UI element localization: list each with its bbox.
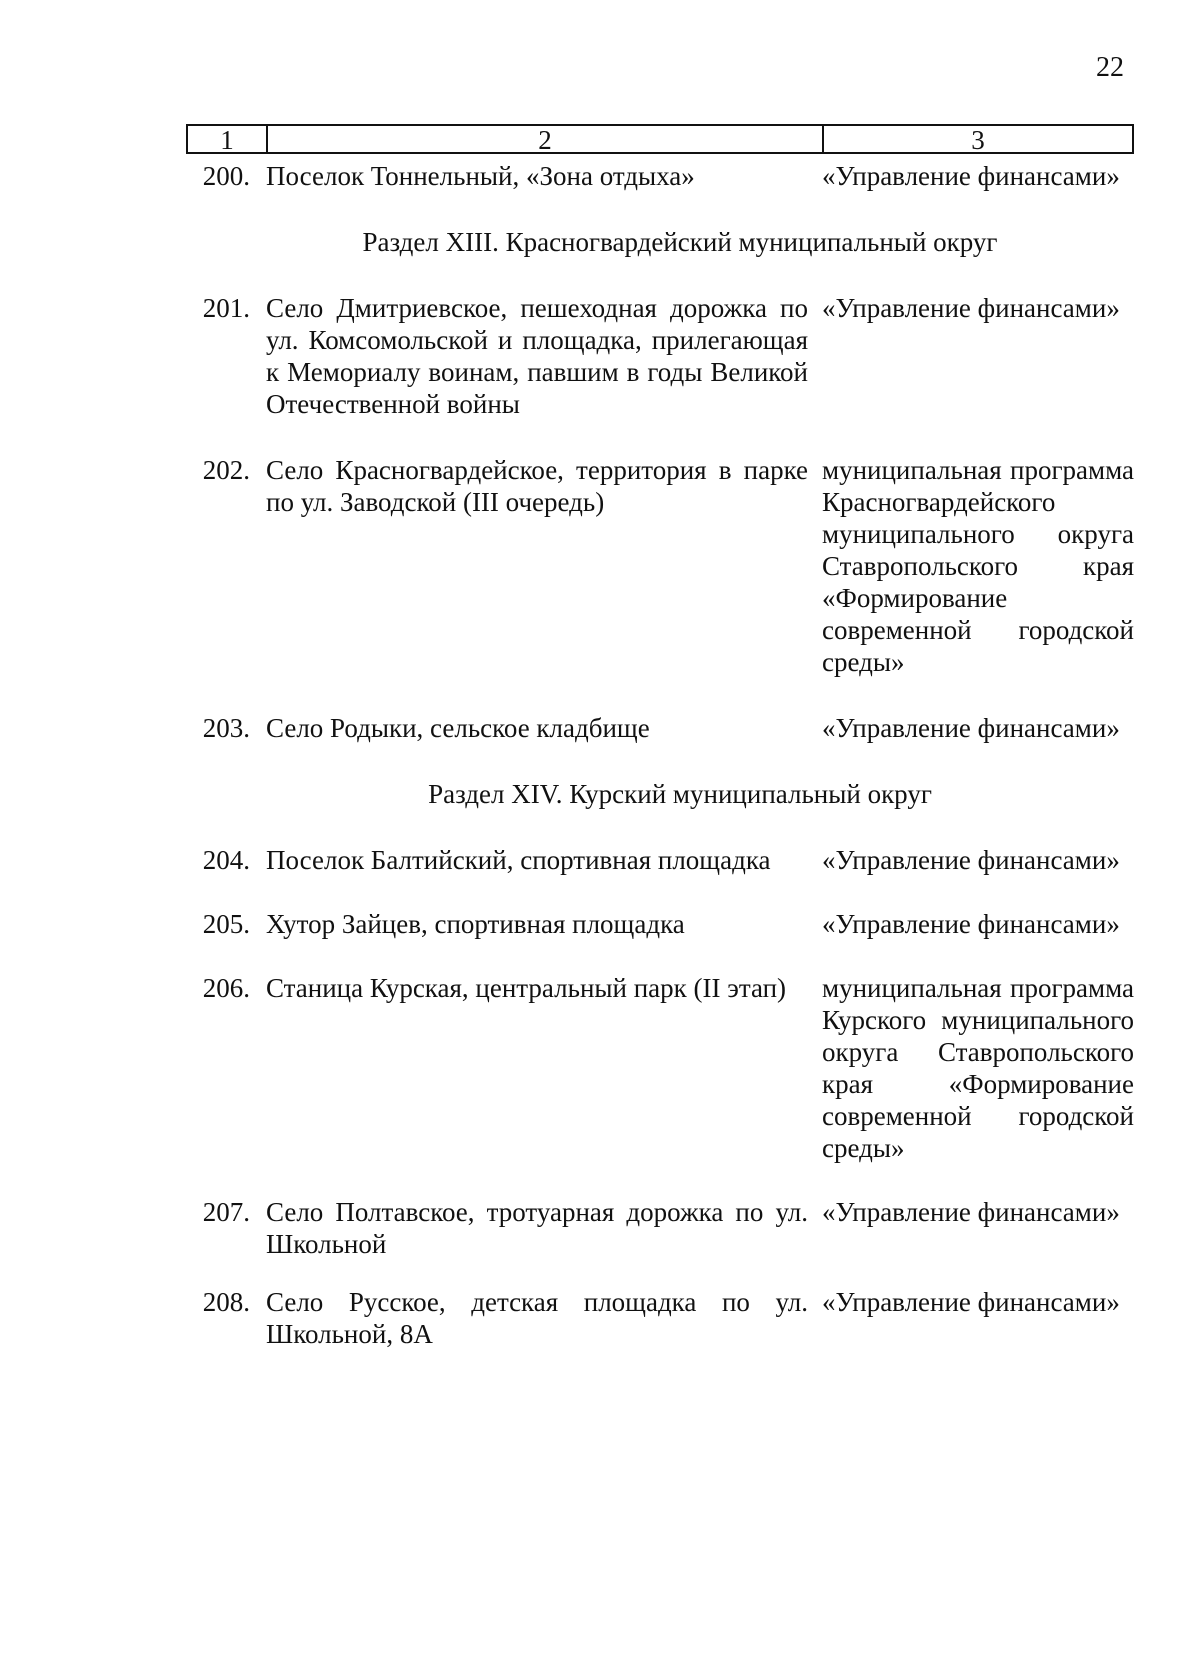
column-1-header: 1 — [188, 126, 268, 152]
table-row — [186, 454, 1134, 678]
table-row — [186, 908, 1134, 940]
object-name: Село Родыки, сельское кладбище — [266, 713, 650, 743]
section-heading: Раздел XIV. Курский муниципальный округ — [428, 779, 932, 809]
funding-source: «Управление финансами» — [822, 713, 1120, 743]
row-number: 206. — [202, 973, 250, 1003]
object-name: Село Дмитриевское, пешеходная дорожка по ул. Комсомольской и площадка, прилегающая к Мемориалу воинам, павшим в годы Великой Отечественной войны — [266, 293, 808, 419]
object-name: Станица Курская, центральный парк (II этап) — [266, 973, 787, 1003]
row-number: 208. — [202, 1287, 250, 1317]
funding-source: муниципальная программа Курского муниципального округа Ставропольского края «Формирование современной городской среды» — [822, 973, 1134, 1163]
section-heading: Раздел XIII. Красногвардейский муниципальный округ — [362, 227, 998, 257]
table-row — [186, 1196, 1134, 1260]
table-column-header — [186, 124, 1134, 154]
row-number: 207. — [202, 1197, 250, 1227]
funding-source: «Управление финансами» — [822, 909, 1120, 939]
row-number: 204. — [202, 845, 250, 875]
table-row — [186, 712, 1134, 744]
row-number: 205. — [202, 909, 250, 939]
object-name: Село Красногвардейское, территория в парке по ул. Заводской (III очередь) — [266, 455, 808, 517]
funding-source: «Управление финансами» — [822, 1287, 1120, 1317]
object-name: Поселок Балтийский, спортивная площадка — [266, 845, 771, 875]
funding-source: «Управление финансами» — [822, 845, 1120, 875]
table-row — [186, 292, 1134, 420]
funding-source: муниципальная программа Красногвардейского муниципального округа Ставропольского края «Формирование современной городской среды» — [822, 455, 1134, 677]
table-row — [186, 1286, 1134, 1350]
column-3-header: 3 — [971, 125, 985, 155]
object-name: Село Полтавское, тротуарная дорожка по ул. Школьной — [266, 1197, 808, 1259]
funding-source: «Управление финансами» — [822, 1197, 1120, 1227]
object-name: Хутор Зайцев, спортивная площадка — [266, 909, 685, 939]
table-row — [186, 160, 1134, 192]
row-number: 202. — [202, 455, 250, 485]
object-name: Село Русское, детская площадка по ул. Школьной, 8А — [266, 1287, 808, 1349]
table-body — [186, 160, 1134, 1350]
row-number: 203. — [202, 713, 250, 743]
column-2-header: 2 — [268, 126, 824, 152]
table-row — [186, 972, 1134, 1164]
funding-source: «Управление финансами» — [822, 293, 1120, 323]
funding-source: «Управление финансами» — [822, 161, 1120, 191]
table-row — [186, 844, 1134, 876]
object-name: Поселок Тоннельный, «Зона отдыха» — [266, 161, 695, 191]
row-number: 201. — [202, 293, 250, 323]
row-number: 200. — [202, 161, 250, 191]
page-number: 22 — [1096, 52, 1124, 83]
